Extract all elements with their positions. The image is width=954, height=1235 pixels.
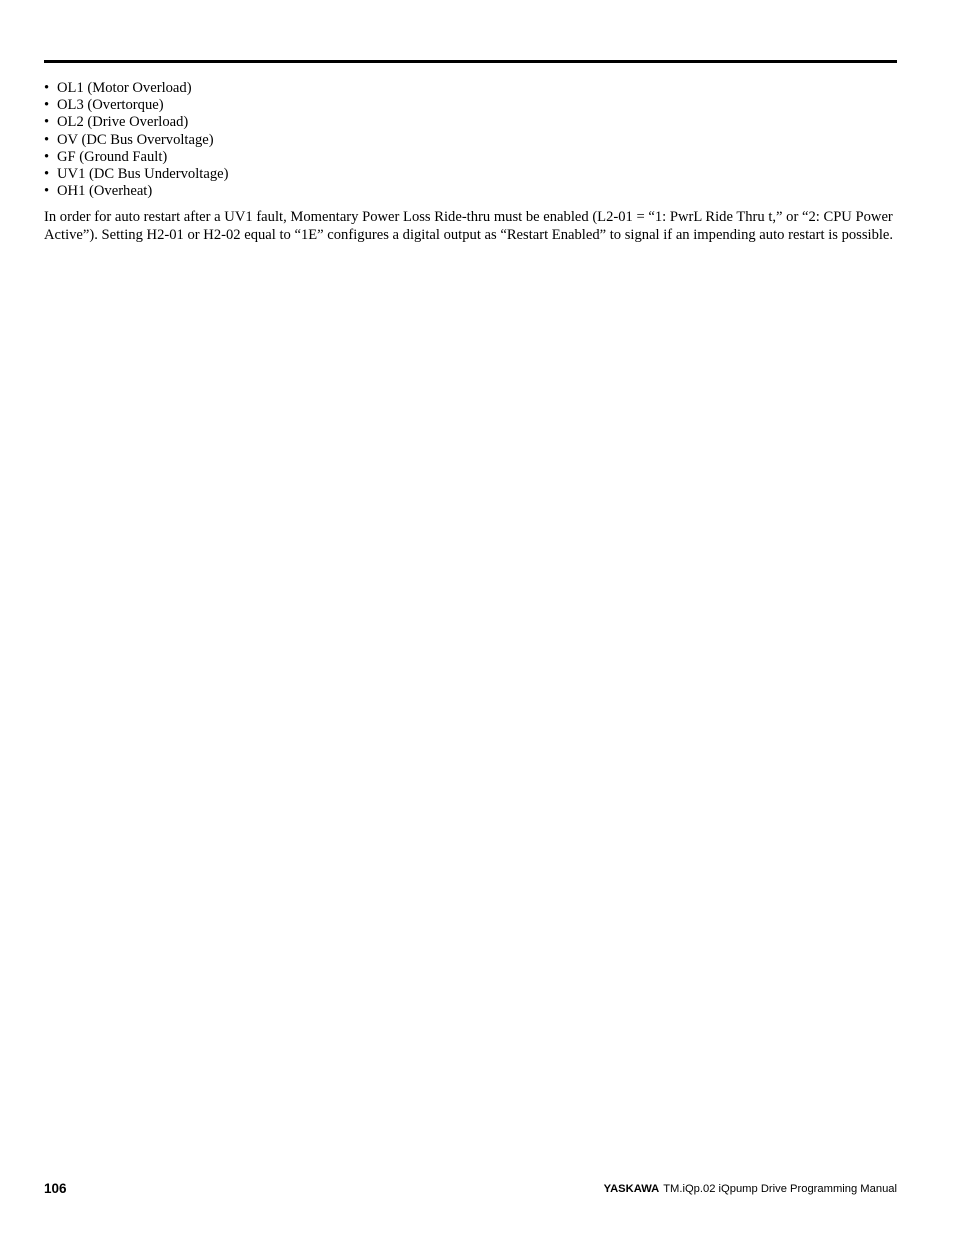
footer-manual-title bbox=[604, 1183, 897, 1195]
bullet-glyph: • bbox=[44, 114, 50, 131]
bullet-glyph: • bbox=[44, 80, 50, 96]
list-item: • OL1 (Motor Overload) bbox=[44, 80, 192, 96]
list-item: • GF (Ground Fault) bbox=[44, 148, 168, 165]
list-item: • OL2 (Drive Overload) bbox=[44, 114, 189, 131]
list-item: • UV1 (DC Bus Undervoltage) bbox=[44, 166, 229, 183]
list-item: • OV (DC Bus Overvoltage) bbox=[44, 131, 214, 148]
header-rule bbox=[44, 60, 897, 63]
fault-list bbox=[44, 80, 228, 200]
list-item: • OL3 (Overtorque) bbox=[44, 97, 164, 114]
manual-title: TM.iQp.02 iQpump Drive Programming Manual bbox=[663, 1183, 897, 1195]
list-item: • OH1 (Overheat) bbox=[44, 183, 153, 200]
bullet-glyph: • bbox=[44, 166, 50, 183]
bullet-glyph: • bbox=[44, 97, 50, 114]
bullet-glyph: • bbox=[44, 131, 50, 148]
bullet-glyph: • bbox=[44, 148, 50, 165]
bullet-glyph: • bbox=[44, 183, 50, 200]
body-paragraph: In order for auto restart after a UV1 fault, Momentary Power Loss Ride-thru must be enabled (L2-01 = “1: PwrL Ride Thru t,” or “2: CPU Power Active”). Setting H2-01 or H2-02 equal to “1E” configures a digital output as “Restart Enabled” to signal if an impending auto restart is possible. bbox=[44, 209, 894, 244]
page-number: 106 bbox=[44, 1181, 67, 1196]
brand-name: YASKAWA bbox=[603, 1183, 660, 1195]
